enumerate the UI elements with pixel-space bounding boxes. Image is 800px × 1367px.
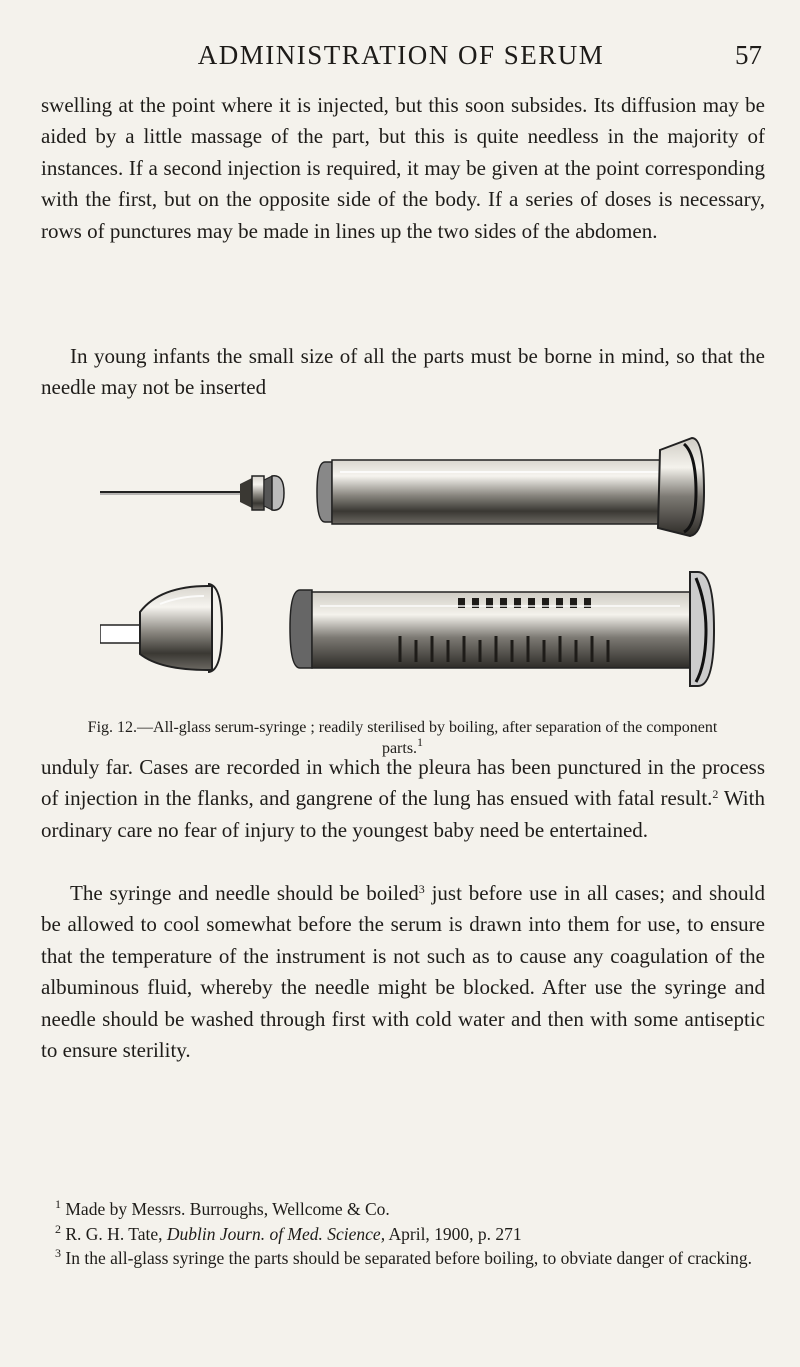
footnote-ref-2: 2 [712,787,719,802]
running-title: ADMINISTRATION OF SERUM [197,40,605,70]
paragraph-3-text-b: With ordinary care no fear of injury to the youngest baby need be entertained. [41,786,765,842]
footnote-1 [41,1197,765,1222]
caption-text: Fig. 12.—All-glass serum-syringe ; readily sterilised by boiling, after separation of the component parts. [87,719,718,757]
syringe-illustration [100,414,720,714]
paragraph-4-text-b: just before use in all cases; and should be allowed to cool somewhat before the serum is drawn into them for use, to ensure that the temperature of the instrument is not such as to cause any coagulation of the albuminous fluid, whereby the needle might be blocked. After use the syringe and needle should be washed through first with cold water and then with some antiseptic to ensure sterility. [41,881,765,1063]
footnote-2 [41,1222,765,1247]
paragraph-4-text-a: The syringe and needle should be boiled [70,881,419,905]
footnote-ref-3: 3 [418,882,425,896]
footnote-2-journal: Dublin Journ. of Med. Science, [166,1223,386,1244]
footnote-3 [41,1246,765,1271]
page-number: 57 [735,40,762,70]
page-header [40,40,762,76]
caption-footnote-ref: 1 [417,735,424,749]
paragraph-1: swelling at the point where it is injected, but this soon subsides. Its diffusion may be aided by a little massage of the part, but this is quite needless in the majority of instances. If a second injection is required, it may be given at the point corresponding with the first, but on the opposite side of the body. If a series of doses is necessary, rows of punctures may be made in lines up the two sides of the abdomen. [41,93,765,243]
footnotes [41,1197,765,1271]
plunger [290,572,714,686]
paragraph-3 [41,752,765,846]
footnote-2-text-a: R. G. H. Tate, [61,1223,167,1244]
footnote-3-number: 3 [55,1246,61,1260]
syringe-barrel [317,438,704,536]
footnote-2-text-b: April, 1900, p. 271 [385,1223,522,1244]
footnote-2-number: 2 [55,1221,61,1236]
paragraph-3-text-a: unduly far. Cases are recorded in which the pleura has been punctured in the process of injection in the flanks, and gangrene of the lung has ensued with fatal result. [41,755,765,811]
paragraph-4 [41,878,765,1066]
footnote-1-text: Made by Messrs. Burroughs, Wellcome & Co. [61,1199,390,1219]
needle [100,476,284,510]
plunger-cap [100,584,222,672]
syringe-figure [100,414,720,714]
footnote-3-text: In the all-glass syringe the parts should be separated before boiling, to obviate danger of cracking. [61,1248,753,1268]
paragraph-2: In young infants the small size of all the parts must be borne in mind, so that the needle may not be inserted [41,344,765,400]
footnote-1-number: 1 [55,1197,61,1211]
